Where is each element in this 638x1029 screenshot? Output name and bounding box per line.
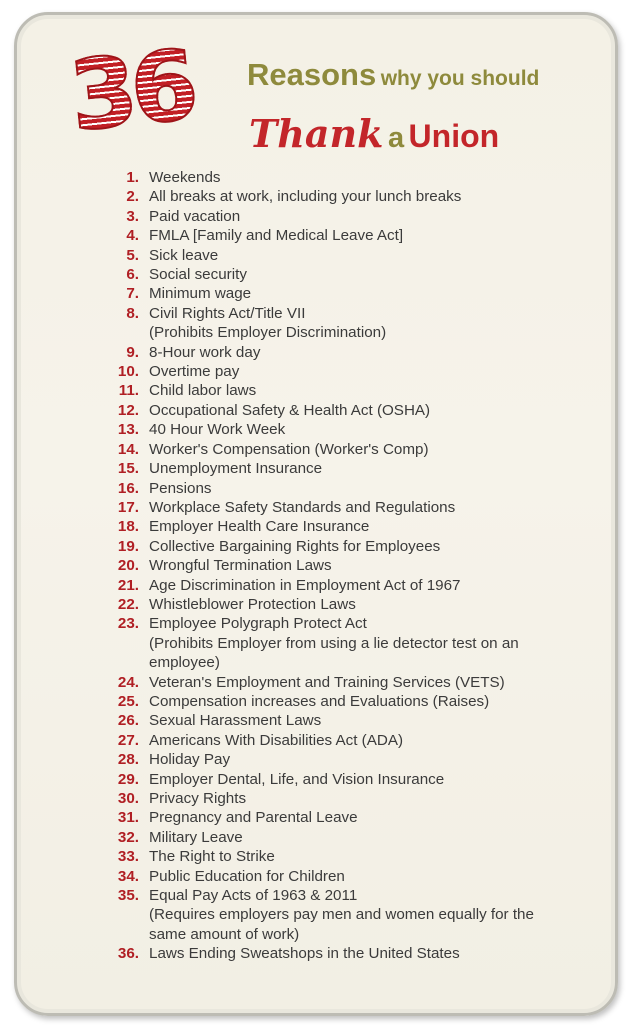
list-item [112, 692, 602, 711]
item-text-block [149, 828, 602, 847]
list-item [112, 731, 602, 750]
item-number: 10. [117, 363, 139, 381]
list-item [112, 750, 602, 769]
item-text: Collective Bargaining Rights for Employees [149, 537, 441, 555]
item-text: Laws Ending Sweatshops in the United States [149, 945, 460, 963]
item-number: 9. [126, 343, 139, 361]
item-subtext: (Prohibits Employer Discrimination) [149, 324, 387, 342]
item-text-block [149, 595, 602, 614]
headline-reasons: Reasons [247, 57, 377, 92]
item-text-block [149, 440, 602, 459]
item-text-block [149, 731, 602, 750]
item-text-block [149, 808, 602, 827]
list-item [112, 420, 602, 439]
item-number: 7. [126, 285, 139, 303]
item-text: Pensions [149, 479, 212, 497]
item-text-block [149, 284, 602, 303]
item-text: Sexual Harassment Laws [149, 712, 322, 730]
list-item [112, 265, 602, 284]
item-text-block [149, 692, 602, 711]
item-number: 8. [126, 304, 139, 322]
item-text: The Right to Strike [149, 848, 275, 866]
item-text-block [149, 789, 602, 808]
item-text-block [149, 770, 602, 789]
reasons-list [112, 168, 602, 964]
item-text-block [149, 187, 602, 206]
item-text: Workplace Safety Standards and Regulations [149, 498, 456, 516]
item-subtext: employee) [149, 654, 220, 672]
headline-why-you-should: why you should [380, 67, 540, 90]
item-number: 35. [117, 887, 139, 905]
item-text-block [149, 711, 602, 730]
item-text-block [149, 576, 602, 595]
list-item [112, 867, 602, 886]
item-text: Pregnancy and Parental Leave [149, 809, 358, 827]
item-text: Paid vacation [149, 207, 241, 225]
list-item [112, 711, 602, 730]
list-item [112, 304, 602, 343]
item-text-block [149, 304, 602, 343]
item-subtext: (Requires employers pay men and women equally for the [149, 906, 534, 924]
list-item [112, 576, 602, 595]
item-text: Americans With Disabilities Act (ADA) [149, 731, 404, 749]
list-item [112, 187, 602, 206]
list-item [112, 343, 602, 362]
item-number: 6. [126, 266, 139, 284]
item-text-block [149, 673, 602, 692]
list-item [112, 828, 602, 847]
item-text-block [149, 886, 602, 944]
item-number: 20. [117, 557, 139, 575]
item-number: 36. [117, 945, 139, 963]
item-text-block [149, 343, 602, 362]
list-item [112, 207, 602, 226]
item-text: Social security [149, 266, 247, 284]
item-text-block [149, 498, 602, 517]
item-text: Civil Rights Act/Title VII [149, 304, 306, 322]
item-number: 14. [117, 440, 139, 458]
item-text: Whistleblower Protection Laws [149, 595, 356, 613]
item-text-block [149, 556, 602, 575]
item-number: 31. [117, 809, 139, 827]
headline-thank: Thank [249, 111, 384, 156]
list-item [112, 673, 602, 692]
item-text-block [149, 750, 602, 769]
item-text: Privacy Rights [149, 790, 247, 807]
item-text-block [149, 847, 602, 866]
item-text: Wrongful Termination Laws [149, 557, 332, 575]
item-number: 2. [126, 188, 139, 206]
item-text-block [149, 479, 602, 498]
headline-a: a [387, 122, 405, 154]
item-text: All breaks at work, including your lunch breaks [149, 188, 462, 206]
list-item [112, 246, 602, 265]
item-text: Child labor laws [149, 382, 257, 400]
item-text: Holiday Pay [149, 751, 231, 769]
item-text: Military Leave [149, 828, 243, 846]
list-item [112, 226, 602, 245]
item-number: 30. [117, 790, 139, 807]
headline-line1 [247, 57, 607, 93]
item-number: 4. [126, 227, 139, 245]
item-text-block [149, 401, 602, 420]
item-text: 8-Hour work day [149, 343, 261, 361]
item-text: Weekends [149, 169, 221, 186]
list-item [112, 595, 602, 614]
item-text-block [149, 246, 602, 265]
list-item [112, 944, 602, 963]
list-item [112, 886, 602, 944]
item-number: 1. [126, 169, 139, 186]
item-number: 26. [117, 712, 139, 730]
item-subtext: same amount of work) [149, 925, 300, 943]
item-text: Unemployment Insurance [149, 460, 323, 478]
item-text: FMLA [Family and Medical Leave Act] [149, 227, 404, 245]
item-number: 3. [126, 207, 139, 225]
big-number-36: 36 [47, 37, 216, 145]
list-item [112, 362, 602, 381]
headline-line2 [249, 111, 589, 156]
item-text: Veteran's Employment and Training Services (VETS) [149, 673, 505, 691]
list-item [112, 401, 602, 420]
list-item [112, 459, 602, 478]
list-item [112, 808, 602, 827]
item-number: 29. [117, 770, 139, 788]
item-text-block [149, 517, 602, 536]
item-text: Occupational Safety & Health Act (OSHA) [149, 401, 431, 419]
item-number: 25. [117, 692, 139, 710]
item-text: Age Discrimination in Employment Act of 1967 [149, 576, 461, 594]
item-text: Public Education for Children [149, 867, 345, 885]
headline-union: Union [408, 118, 500, 154]
item-number: 13. [117, 421, 139, 439]
item-number: 34. [117, 867, 139, 885]
item-text: Overtime pay [149, 363, 240, 381]
item-number: 12. [117, 401, 139, 419]
item-number: 32. [117, 828, 139, 846]
item-number: 15. [117, 460, 139, 478]
item-text: 40 Hour Work Week [149, 421, 286, 439]
list-item [112, 440, 602, 459]
item-text-block [149, 614, 602, 672]
list-item [112, 770, 602, 789]
item-subtext: (Prohibits Employer from using a lie detector test on an [149, 634, 519, 652]
item-text: Equal Pay Acts of 1963 & 2011 [149, 887, 358, 905]
item-number: 19. [117, 537, 139, 555]
item-text-block [149, 168, 602, 187]
item-text-block [149, 381, 602, 400]
list-item [112, 517, 602, 536]
item-text-block [149, 207, 602, 226]
list-item [112, 168, 602, 187]
item-text: Sick leave [149, 246, 219, 264]
list-item [112, 284, 602, 303]
list-item [112, 498, 602, 517]
list-item [112, 556, 602, 575]
item-number: 5. [126, 246, 139, 264]
item-text-block [149, 459, 602, 478]
item-text: Worker's Compensation (Worker's Comp) [149, 440, 429, 458]
item-number: 18. [117, 518, 139, 536]
list-item [112, 381, 602, 400]
list-item [112, 537, 602, 556]
item-text-block [149, 265, 602, 284]
item-text: Minimum wage [149, 285, 252, 303]
item-text: Compensation increases and Evaluations (Raises) [149, 692, 490, 710]
item-number: 24. [117, 673, 139, 691]
list-item [112, 789, 602, 808]
item-text: Employer Health Care Insurance [149, 518, 370, 536]
item-number: 17. [117, 498, 139, 516]
item-number: 27. [117, 731, 139, 749]
item-text: Employee Polygraph Protect Act [149, 615, 367, 633]
item-number: 16. [117, 479, 139, 497]
item-text-block [149, 537, 602, 556]
item-text-block [149, 226, 602, 245]
item-number: 21. [117, 576, 139, 594]
item-number: 22. [117, 595, 139, 613]
item-number: 11. [118, 382, 139, 400]
item-text: Employer Dental, Life, and Vision Insurance [149, 770, 445, 788]
item-number: 33. [117, 848, 139, 866]
item-text-block [149, 944, 602, 963]
item-text-block [149, 420, 602, 439]
item-text-block [149, 867, 602, 886]
list-item [112, 847, 602, 866]
list-item [112, 614, 602, 672]
item-text-block [149, 362, 602, 381]
list-item [112, 479, 602, 498]
item-number: 23. [117, 615, 139, 633]
item-number: 28. [117, 751, 139, 769]
